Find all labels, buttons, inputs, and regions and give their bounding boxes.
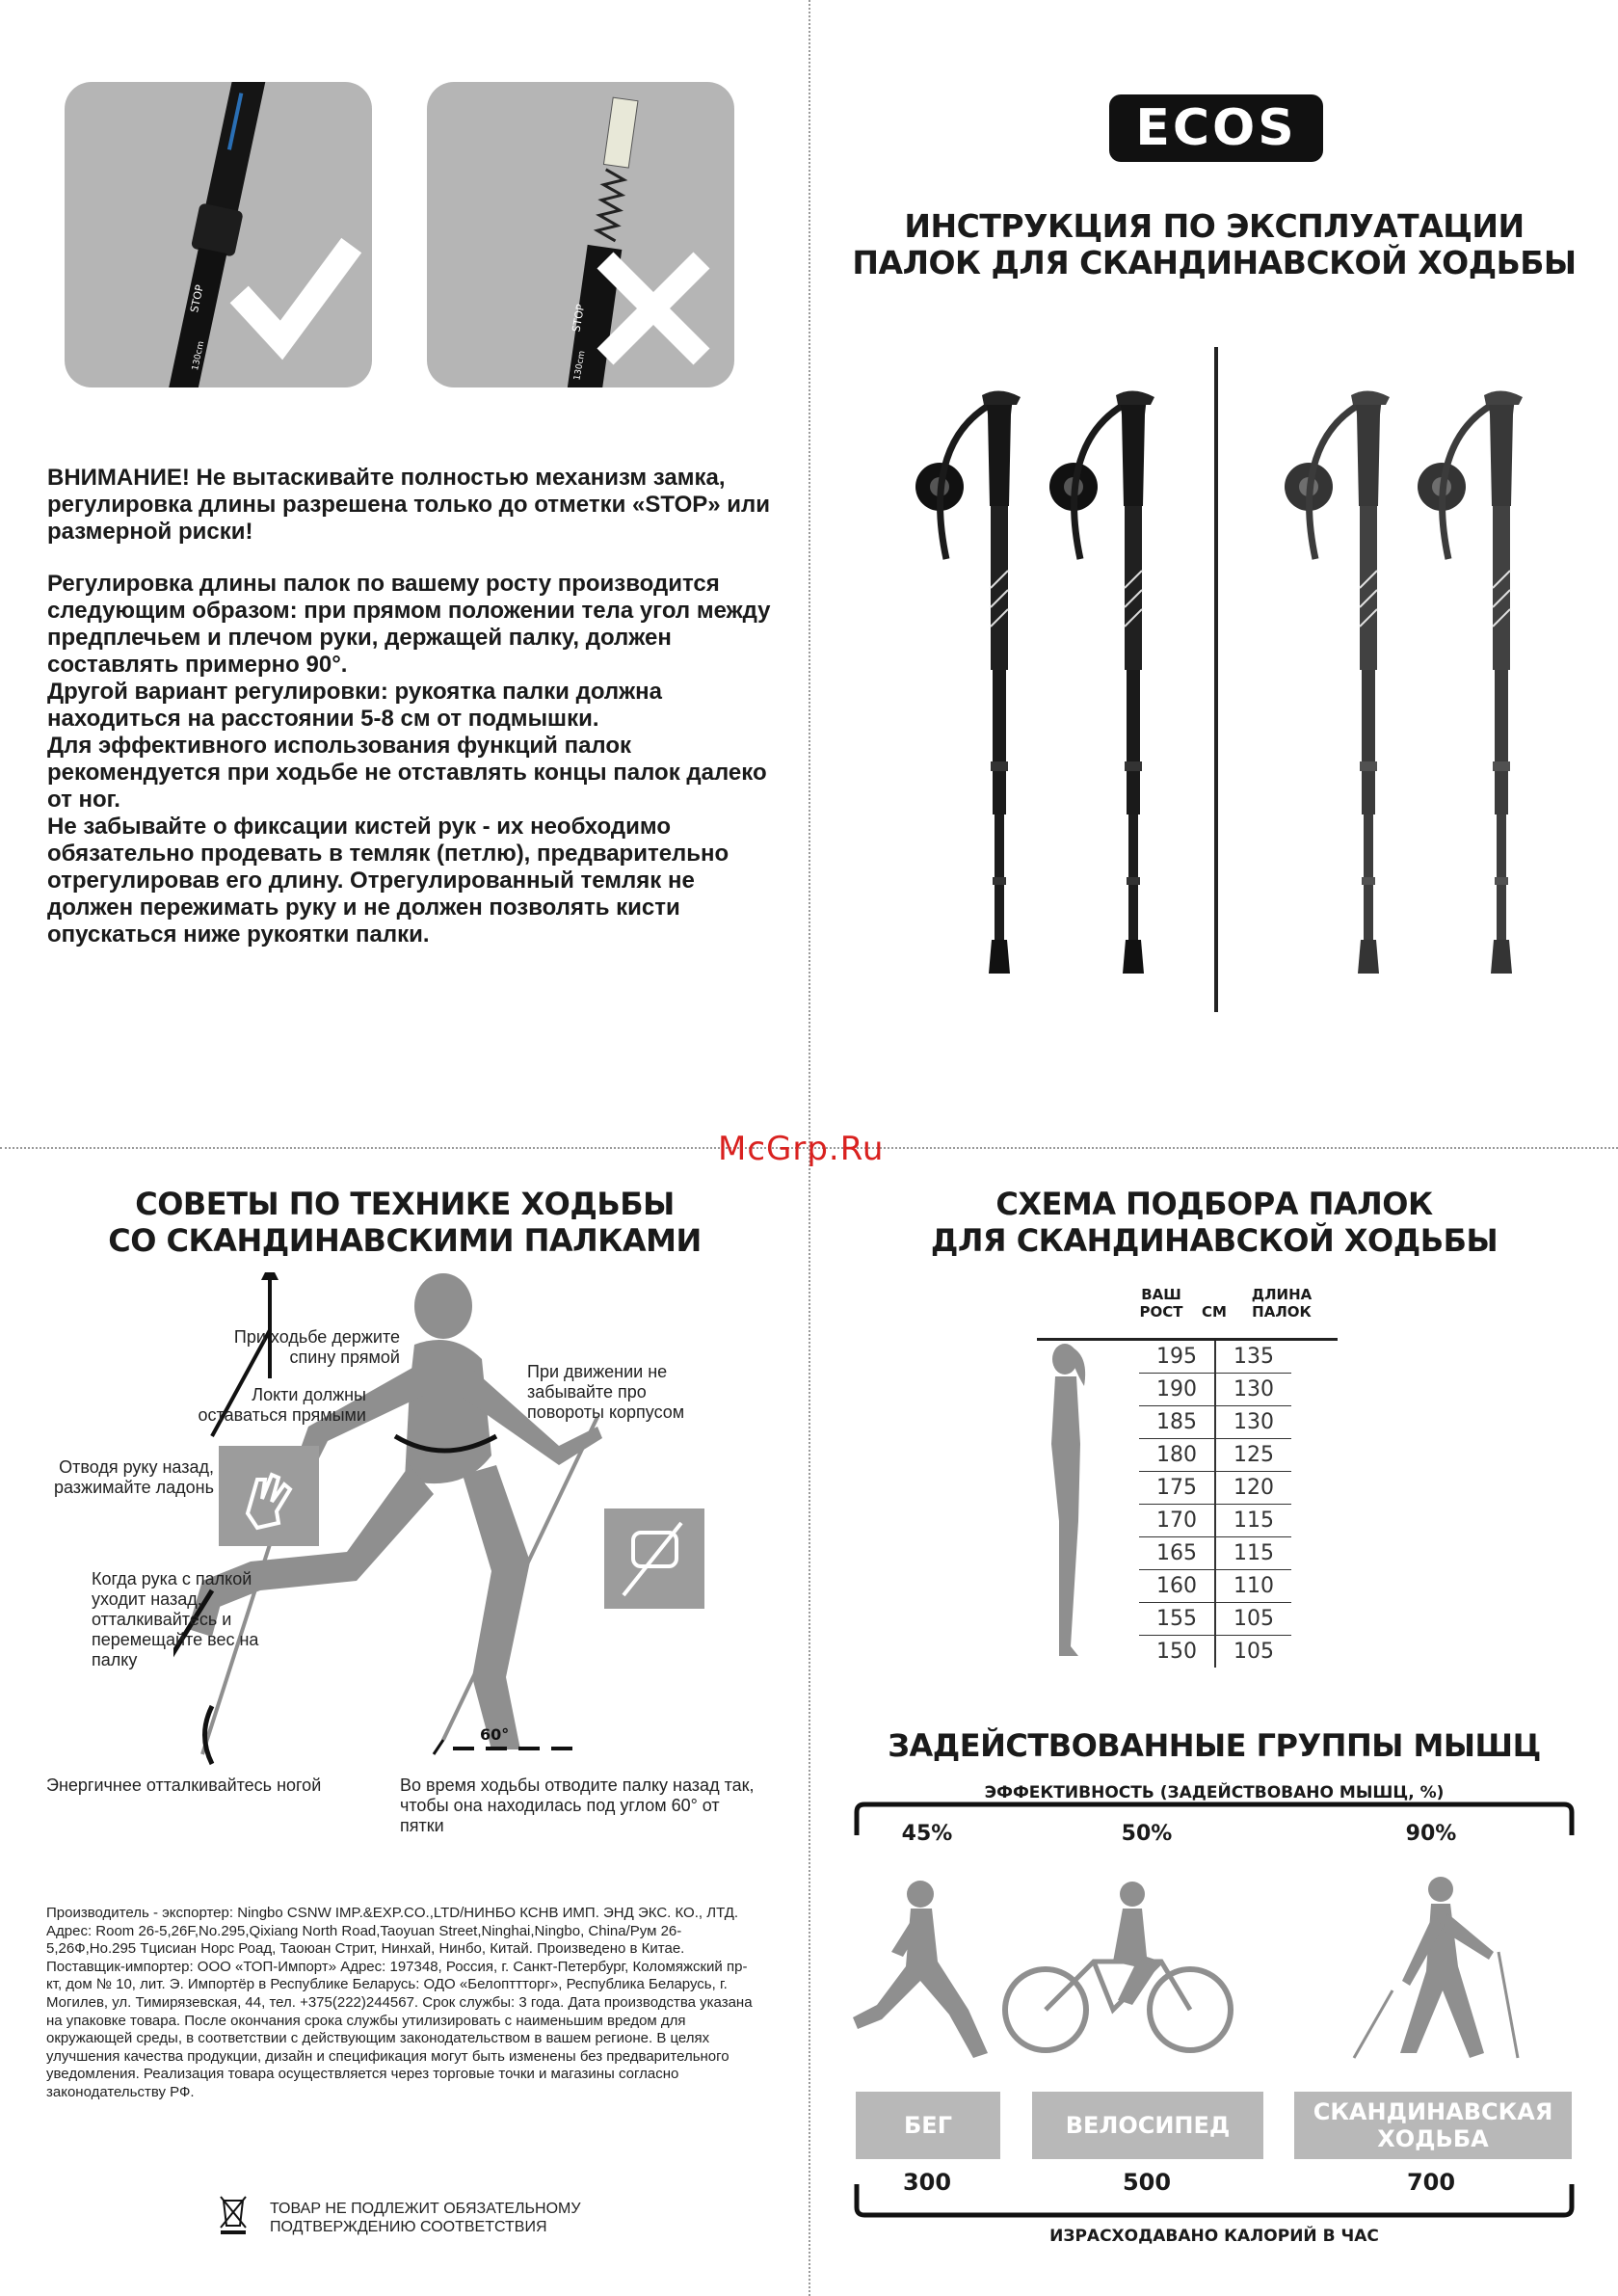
- activity-cycling: ВЕЛОСИПЕД: [1032, 2092, 1263, 2159]
- percent-running: 45%: [901, 1822, 953, 1846]
- table-row: 180 125: [1139, 1439, 1291, 1472]
- poles-illustration: [867, 347, 1561, 1022]
- tip-leg-push: Энергичнее отталкивайтесь ногой: [46, 1775, 322, 1795]
- certification-note: ТОВАР НЕ ПОДЛЕЖИТ ОБЯЗАТЕЛЬНОМУ ПОДТВЕРЖДЕНИЮ СООТВЕТСТВИЯ: [270, 2201, 581, 2235]
- nordic-walker-figure: [1354, 1877, 1518, 2058]
- sizing-title-line2: ДЛЯ СКАНДИНАВСКОЙ ХОДЬБЫ: [930, 1222, 1499, 1259]
- activities-figures: [853, 1875, 1576, 2068]
- warning-paragraph-tips: Для эффективного использования функций палок рекомендуется при ходьбе не отставлять концы палок далеко от ног.: [47, 733, 767, 813]
- warning-text-block: [47, 465, 780, 948]
- activity-running: БЕГ: [856, 2092, 1000, 2159]
- tip-pole-angle: Во время ходьбы отводите палку назад так, чтобы она находилась под углом 60° от пятки: [400, 1775, 755, 1835]
- col-length-header: ДЛИНА ПАЛОК: [1251, 1286, 1313, 1321]
- grip-icon-box: [604, 1508, 704, 1609]
- table-row: 165 115: [1139, 1537, 1291, 1570]
- sizing-title-line1: СХЕМА ПОДБОРА ПАЛОК: [995, 1186, 1433, 1222]
- muscles-title: ЗАДЕЙСТВОВАННЫЕ ГРУППЫ МЫШЦ: [888, 1727, 1541, 1764]
- legal-info: Производитель - экспортер: Ningbo CSNW IMP.&EXP.CO.,LTD/НИНБО КСНВ ИМП. ЭНД ЭКС. КО., ЛТД. Адрес: Room 26-5,26F,No.295,Qixiang North Road,Taoyuan Street,Ninghai,Ningbo, China/Рум 26-5,26Ф,Но.295 Тцисиан Норс Роад, Таоюан Стрит, Нинхай, Нинбо, Китай. Произведено в Китае. Поставщик-импортер: ООО «ТОП-Импорт» Адрес: 197348, Россия, г. Санкт-Петербург, Коломяжский пр-кт, дом № 10, лит. Э. Импортёр в Республике Беларусь: ОДО «Белопттторг», Республика Беларусь, г. Могилев, ул. Тимирязевская, 44, тел. +375(222)244567. Срок службы: 3 года. Дата производства указана на упаковке товара. После окончания срока службы утилизировать с наименьшим вредом для окружающей среды, в соответствии с действующим законодательством в вашем регионе. В целях улучшения качества продукции, дизайн и спецификация могут быть изменены без предварительного уведомления. Реализация товара осуществляется через торговые точки и магазины согласно законодательству РФ.: [46, 1905, 753, 2100]
- pole-gray-1: [1285, 390, 1390, 974]
- tip-straight-back: При ходьбе держите спину прямой: [233, 1327, 400, 1367]
- cross-icon: [605, 260, 702, 357]
- manual-title-line1: ИНСТРУКЦИЯ ПО ЭКСПЛУАТАЦИИ: [904, 207, 1525, 245]
- sizing-title: [848, 1186, 1580, 1259]
- table-row: 185 130: [1139, 1406, 1291, 1439]
- incorrect-extension-photo: [427, 82, 734, 387]
- stop-label-ok: STOP: [188, 283, 206, 314]
- mark-label-bad: 130cm: [572, 350, 588, 382]
- angle-label: 60°: [480, 1725, 510, 1744]
- pole-gray-2: [1418, 390, 1523, 974]
- kcal-running: 300: [902, 2169, 952, 2196]
- grip-icon: [604, 1508, 704, 1609]
- pole-black-1: [915, 390, 1021, 974]
- percent-nordic: 90%: [1405, 1822, 1457, 1846]
- table-row: 195 135: [1139, 1341, 1291, 1374]
- manual-title-line2: ПАЛОК ДЛЯ СКАНДИНАВСКОЙ ХОДЬБЫ: [852, 244, 1577, 281]
- tip-straight-elbows: Локти должны оставаться прямыми: [198, 1385, 366, 1425]
- manual-title: [838, 208, 1590, 281]
- technique-title-line2: СО СКАНДИНАВСКИМИ ПАЛКАМИ: [108, 1222, 702, 1259]
- percent-cycling: 50%: [1121, 1822, 1173, 1846]
- stop-label-bad: STOP: [570, 303, 588, 334]
- tip-body-rotation: При движении не забывайте про повороты корпусом: [527, 1362, 685, 1422]
- col-height-header: ВАШ РОСТ: [1139, 1286, 1183, 1321]
- kcal-cycling: 500: [1122, 2169, 1172, 2196]
- activity-nordic-walking: СКАНДИНАВСКАЯ ХОДЬБА: [1294, 2092, 1572, 2159]
- tip-push-off: Когда рука с палкой уходит назад, отталкивайтесь и перемещайте вес на палку: [92, 1569, 259, 1669]
- warning-paragraph-strap: Не забывайте о фиксации кистей рук - их необходимо обязательно продевать в темляк (петлю), предварительно отрегулировав его длину. Отрегулированный темляк не должен пережимать руку и не должен позволять кисти опускаться ниже рукоятки палки.: [47, 814, 729, 948]
- cyclist-figure: [1005, 1882, 1231, 2050]
- kcal-nordic: 700: [1406, 2169, 1456, 2196]
- technique-title-line1: СОВЕТЫ ПО ТЕХНИКЕ ХОДЬБЫ: [135, 1186, 675, 1222]
- table-row: 190 130: [1139, 1374, 1291, 1406]
- watermark: McGrp.Ru: [718, 1130, 885, 1168]
- open-palm-icon: [219, 1446, 319, 1546]
- calories-caption: ИЗРАСХОДАВАНО КАЛОРИЙ В ЧАС: [1049, 2227, 1379, 2246]
- runner-figure: [853, 1881, 988, 2058]
- tip-open-palm: Отводя руку назад, разжимайте ладонь: [53, 1457, 214, 1497]
- warning-paragraph-adjust: Регулировка длины палок по вашему росту производится следующим образом: при прямом положении тела угол между предплечьем и плечом руки, держащей палку, должен составлять примерно 90°.: [47, 571, 771, 678]
- weee-bin-icon: [217, 2193, 250, 2235]
- warning-paragraph-armpit: Другой вариант регулировки: рукоятка палки должна находиться на расстоянии 5-8 см от подмышки.: [47, 679, 662, 732]
- checkmark-icon: [248, 255, 344, 340]
- col-unit-header: СМ: [1202, 1303, 1227, 1321]
- table-row: 150 105: [1139, 1636, 1291, 1669]
- table-row: 160 110: [1139, 1570, 1291, 1603]
- pole-black-2: [1049, 390, 1154, 974]
- mark-label-ok: 130cm: [191, 340, 207, 372]
- sizing-table: [1139, 1341, 1291, 1668]
- table-row: 155 105: [1139, 1603, 1291, 1636]
- table-row: 175 120: [1139, 1472, 1291, 1505]
- open-palm-icon-box: [219, 1446, 319, 1546]
- table-row: 170 115: [1139, 1505, 1291, 1537]
- correct-extension-photo: [65, 82, 372, 387]
- warning-paragraph-stop: ВНИМАНИЕ! Не вытаскивайте полностью механизм замка, регулировка длины разрешена только до отметки «STOP» или размерной риски!: [47, 465, 771, 545]
- efficiency-caption: ЭФФЕКТИВНОСТЬ (ЗАДЕЙСТВОВАНО МЫШЦ, %): [984, 1783, 1445, 1802]
- technique-title: [58, 1186, 752, 1259]
- ecos-logo: ECOS: [1109, 94, 1323, 162]
- standing-woman-figure: [1036, 1338, 1094, 1666]
